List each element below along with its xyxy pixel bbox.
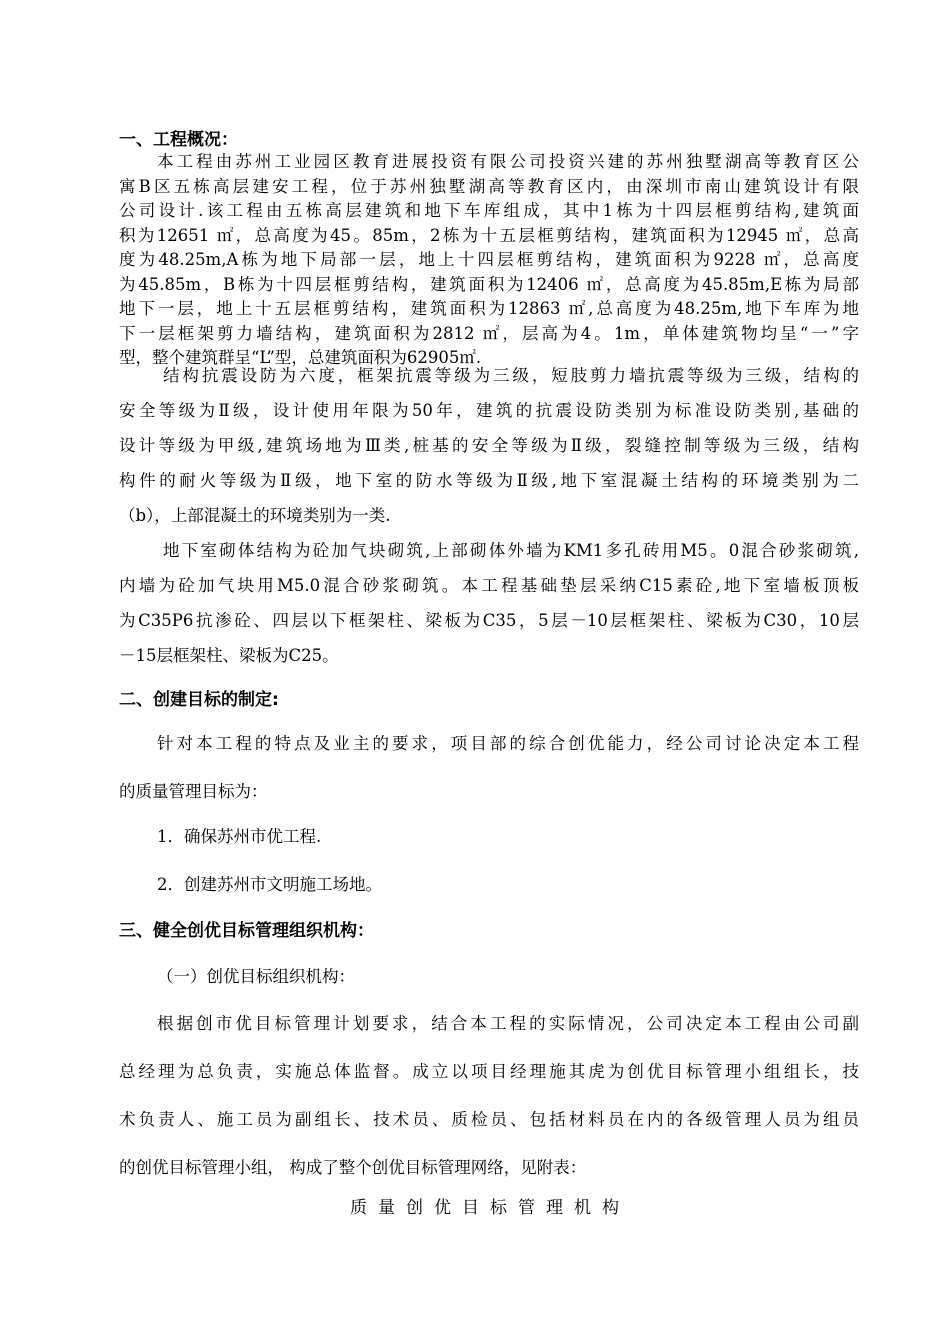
text-line: 术负责人、施工员为副组长、技术员、质检员、包括材料员在内的各级管理人员为组员 (119, 1110, 859, 1129)
text-line: 本工程由苏州工业园区教育进展投资有限公司投资兴建的苏州独墅湖高等教育区公 (157, 152, 859, 171)
text-line: 结构抗震设防为六度，框架抗震等级为三级，短肢剪力墙抗震等级为三级，结构的 (163, 366, 859, 385)
text-line: 构件的耐火等级为Ⅱ级，地下室的防水等级为Ⅱ级,地下室混凝土结构的环境类别为二 (119, 471, 859, 490)
goal-item-1: 1．确保苏州市优工程. (157, 827, 322, 846)
text-line: 为C35P6抗渗砼、四层以下框架柱、梁板为C35，5层－10层框架柱、梁板为C30，10层 (119, 611, 859, 630)
text-line: 地下一层，地上十五层框剪结构，建筑面积为12863 ㎡,总高度为48.25m,地下车库为地 (119, 299, 859, 318)
text-line: 的创优目标管理小组， 构成了整个创优目标管理网络，见附表： (119, 1158, 587, 1177)
section-1-paragraph-3 (119, 533, 859, 673)
text-line: －15层框架柱、梁板为C25。 (119, 646, 339, 665)
goal-item-2: 2．创建苏州市文明施工场地。 (157, 875, 382, 894)
section-2-paragraph (119, 720, 859, 816)
text-line: 的质量管理目标为： (119, 782, 268, 801)
text-line: 内墙为砼加气块用M5.0混合砂浆砌筑。本工程基础垫层采纳C15素砼,地下室墙板顶板 (119, 576, 859, 595)
section-3-heading: 三、健全创优目标管理组织机构： (119, 921, 374, 941)
text-line: 设计等级为甲级,建筑场地为Ⅲ类,桩基的安全等级为Ⅱ级，裂缝控制等级为三级，结构 (119, 436, 859, 455)
section-1-heading: 一、工程概况： (119, 130, 238, 150)
section-1-paragraph-1 (119, 150, 859, 371)
text-line: 根据创市优目标管理计划要求，结合本工程的实际情况，公司决定本工程由公司副 (157, 1014, 859, 1033)
text-line: 寓B区五栋高层建安工程，位于苏州独墅湖高等教育区内，由深圳市南山建筑设计有限 (119, 176, 859, 196)
section-3-subheading: （一）创优目标组织机构： (157, 967, 355, 986)
org-chart-title: 质量创优目标管理机构 (350, 1198, 630, 1218)
text-line: 地下室砌体结构为砼加气块砌筑,上部砌体外墙为KM1多孔砖用M5。0混合砂浆砌筑, (163, 541, 859, 560)
text-line: 度为48.25m,A栋为地下局部一层，地上十四层框剪结构，建筑面积为9228 ㎡，总高度 (119, 250, 859, 269)
text-line: 针对本工程的特点及业主的要求，项目部的综合创优能力，经公司讨论决定本工程 (157, 734, 859, 753)
section-3-paragraph (119, 1000, 859, 1192)
text-line: 为45.85m，B栋为十四层框剪结构，建筑面积为12406 ㎡，总高度为45.85m,E栋为局部 (119, 274, 859, 294)
text-line: 型，整个建筑群呈“L”型，总建筑面积为62905㎡. (119, 348, 482, 367)
section-2-heading: 二、创建目标的制定: (119, 690, 279, 710)
section-1-paragraph-2 (119, 358, 859, 533)
text-line: 积为12651 ㎡，总高度为45。85m，2栋为十五层框剪结构，建筑面积为12945 ㎡，总高 (119, 225, 859, 245)
text-line: 公司设计.该工程由五栋高层建筑和地下车库组成，其中1栋为十四层框剪结构,建筑面 (119, 201, 859, 220)
text-line: （b），上部混凝土的环境类别为一类. (119, 506, 391, 525)
text-line: 总经理为总负责，实施总体监督。成立以项目经理施其虎为创优目标管理小组组长，技 (119, 1062, 859, 1081)
text-line: 下一层框架剪力墙结构，建筑面积为2812 ㎡，层高为4。1m，单体建筑物均呈“一”字 (119, 323, 859, 343)
text-line: 安全等级为Ⅱ级，设计使用年限为50年，建筑的抗震设防类别为标准设防类别,基础的 (119, 401, 859, 420)
